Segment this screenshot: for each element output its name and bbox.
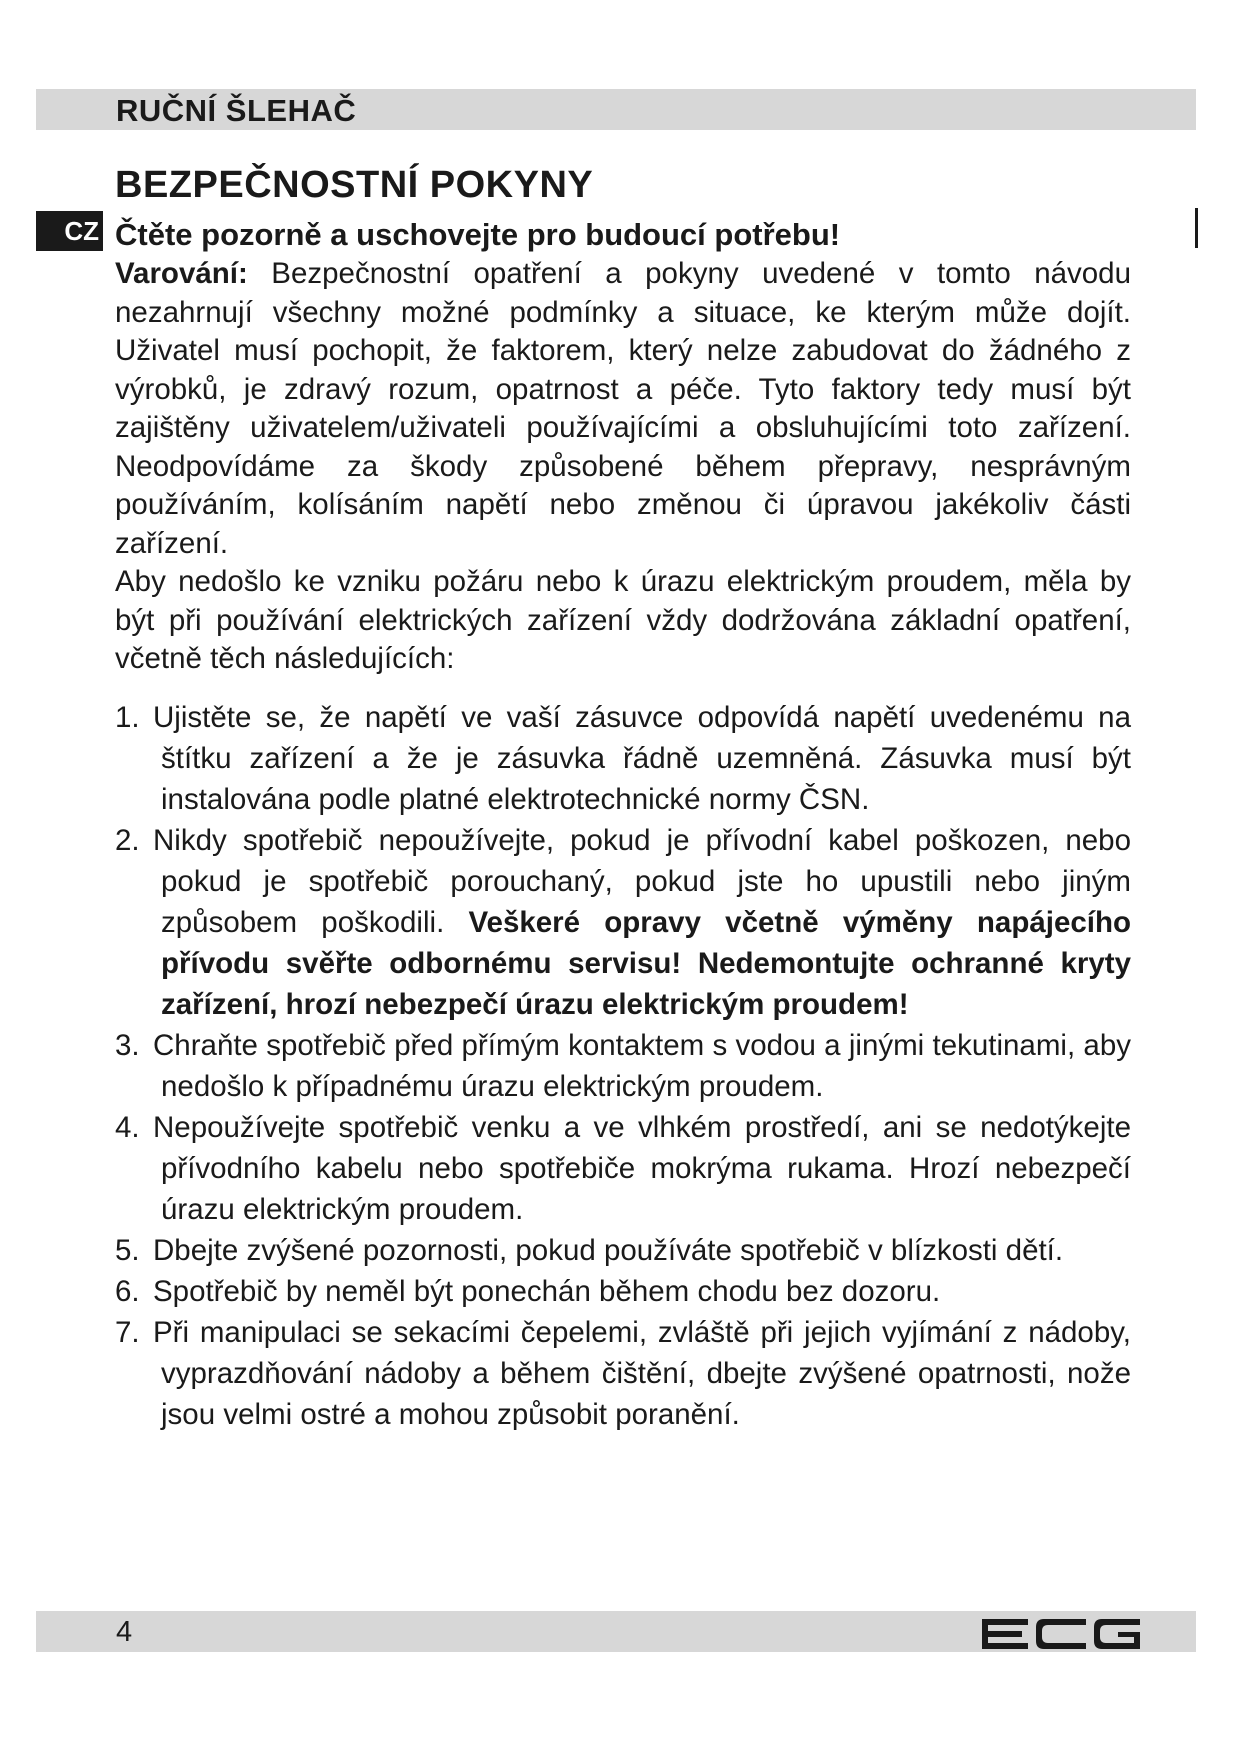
item-number: 1.	[115, 700, 140, 734]
header-bar	[36, 89, 1196, 130]
safety-instructions	[115, 161, 1131, 1435]
list-item	[115, 1025, 1131, 1107]
item-number: 3.	[115, 1028, 140, 1062]
list-item	[115, 1312, 1131, 1435]
item-text: Ujistěte se, že napětí ve vaší zásuvce odpovídá napětí uvedenému na štítku zařízení a že je zásuvka řádně uzemněná. Zásuvka musí být instalována podle platné elektrotechnické normy ČSN.	[153, 700, 1131, 816]
list-item	[115, 1107, 1131, 1230]
rules-list	[115, 697, 1131, 1435]
footer-bar	[36, 1611, 1196, 1652]
item-number: 2.	[115, 823, 140, 857]
item-text: Spotřebič by neměl být ponechán během chodu bez dozoru.	[153, 1274, 941, 1308]
item-warning-text: Veškeré opravy včetně výměny napájecího přívodu svěřte odbornému servisu! Nedemontujte ochranné kryty zařízení, hrozí nebezpečí úrazu elektrickým proudem!	[161, 905, 1131, 1021]
warning-paragraph	[115, 255, 1131, 563]
ecg-logo	[982, 1619, 1140, 1649]
item-number: 6.	[115, 1274, 140, 1308]
list-item	[115, 697, 1131, 820]
item-text: Chraňte spotřebič před přímým kontaktem s vodou a jinými tekutinami, aby nedošlo k případnému úrazu elektrickým proudem.	[153, 1028, 1131, 1103]
intro-paragraph: Aby nedošlo ke vzniku požáru nebo k úrazu elektrickým proudem, měla by být při používání elektrických zařízení vždy dodržována základní opatření, včetně těch následujících:	[115, 565, 1131, 675]
list-item	[115, 1230, 1131, 1271]
document-title: RUČNÍ ŠLEHAČ	[116, 93, 357, 128]
list-item	[115, 1271, 1131, 1312]
section-subtitle: Čtěte pozorně a uschovejte pro budoucí potřebu!	[115, 217, 841, 252]
page-edge-marker	[1195, 208, 1198, 248]
section-title: BEZPEČNOSTNÍ POKYNY	[115, 164, 594, 206]
item-text: Dbejte zvýšené pozornosti, pokud používáte spotřebič v blízkosti dětí.	[153, 1233, 1064, 1267]
item-text: Při manipulaci se sekacími čepelemi, zvláště při jejich vyjímání z nádoby, vyprazdňování nádoby a během čištění, dbejte zvýšené opatrnosti, nože jsou velmi ostré a mohou způsobit poranění.	[153, 1315, 1131, 1431]
item-text: Nikdy spotřebič nepoužívejte, pokud je přívodní kabel poškozen, nebo pokud je spotřebič porouchaný, pokud jste ho upustili nebo jiným způsobem poškodili.	[153, 823, 1131, 939]
item-text: Nepoužívejte spotřebič venku a ve vlhkém prostředí, ani se nedotýkejte přívodního kabelu nebo spotřebiče mokrýma rukama. Hrozí nebezpečí úrazu elektrickým proudem.	[153, 1110, 1131, 1226]
item-number: 5.	[115, 1233, 140, 1267]
list-item	[115, 820, 1131, 1025]
page-number: 4	[116, 1616, 133, 1648]
warning-label: Varování:	[115, 257, 248, 290]
item-number: 7.	[115, 1315, 140, 1349]
warning-text: Bezpečnostní opatření a pokyny uvedené v tomto návodu nezahrnují všechny možné podmínky a situace, ke kterým může dojít. Uživatel musí pochopit, že faktorem, který nelze zabudovat do žádného z výrobků, je zdravý rozum, opatrnost a péče. Tyto faktory tedy musí být zajištěny uživatelem/uživateli používajícími a obsluhujícími toto zařízení. Neodpovídáme za škody způsobené během přepravy, nesprávným používáním, kolísáním napětí nebo změnou či úpravou jakékoliv části zařízení.	[115, 257, 1131, 560]
language-tab: CZ	[36, 211, 103, 251]
item-number: 4.	[115, 1110, 140, 1144]
